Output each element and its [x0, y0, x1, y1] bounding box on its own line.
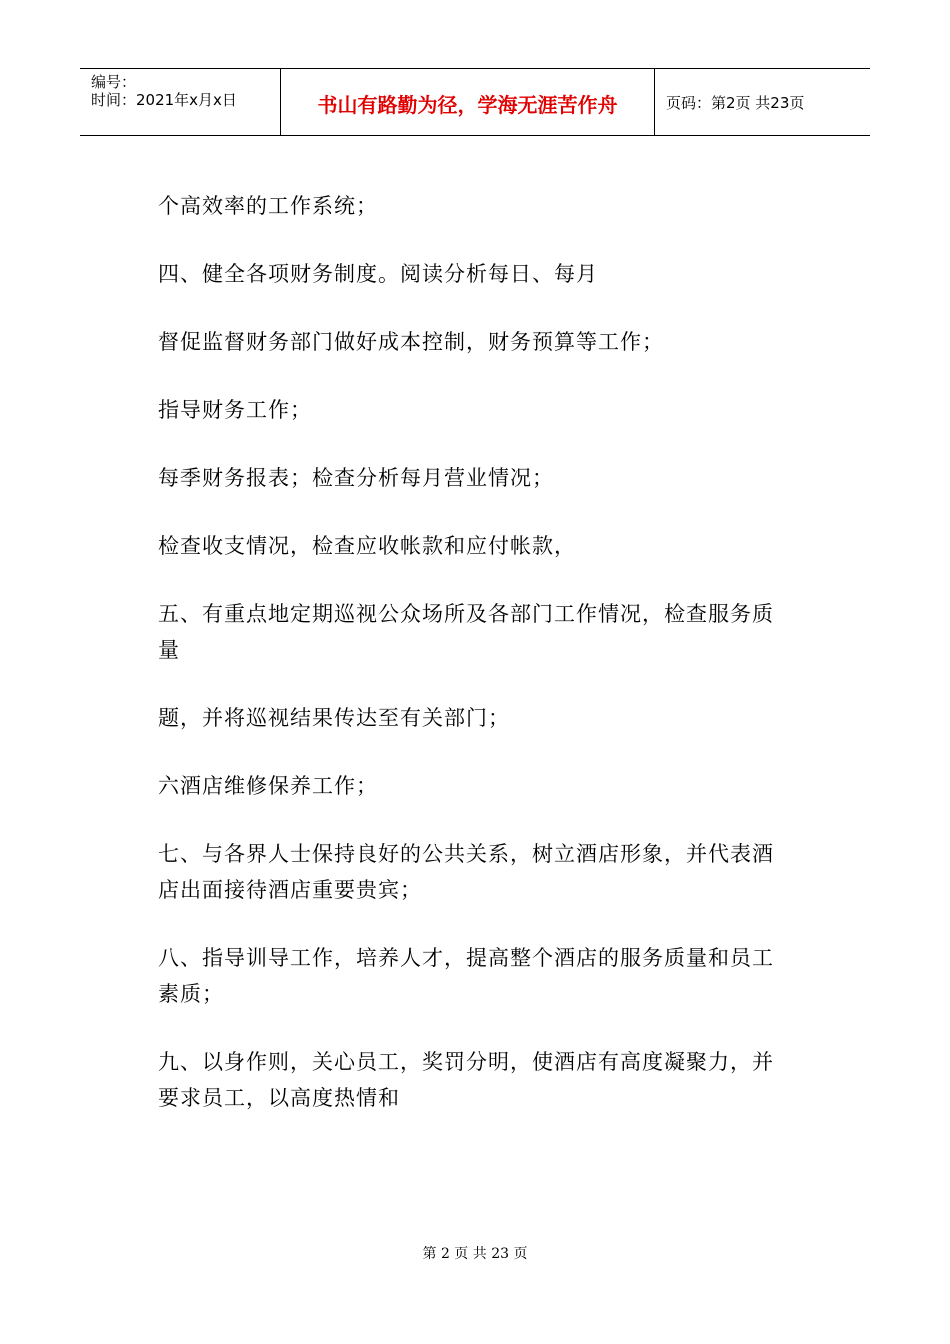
paragraph	[158, 528, 798, 564]
document-number-label: 编号：	[91, 73, 137, 91]
paragraph-line: 要求员工，以高度热情和	[158, 1086, 400, 1110]
document-time-label: 时间：2021年x月x日	[91, 91, 237, 109]
paragraph	[158, 768, 798, 804]
header-page-cell	[655, 69, 870, 136]
paragraph-line: 量	[158, 638, 180, 662]
paragraph-line: 检查收支情况，检查应收帐款和应付帐款，	[158, 534, 576, 558]
paragraph	[158, 836, 798, 908]
paragraph-line: 督促监督财务部门做好成本控制，财务预算等工作；	[158, 330, 664, 354]
paragraph-line: 七、与各界人士保持良好的公共关系，树立酒店形象，并代表酒	[158, 842, 774, 866]
paragraph-line: 六酒店维修保养工作；	[158, 774, 378, 798]
document-header	[80, 68, 870, 136]
paragraph	[158, 392, 798, 428]
paragraph	[158, 700, 798, 736]
header-motto: 书山有路勤为径，学海无涯苦作舟	[317, 93, 618, 117]
paragraph	[158, 940, 798, 1012]
paragraph-line: 店出面接待酒店重要贵宾；	[158, 878, 422, 902]
paragraph	[158, 188, 798, 224]
paragraph	[158, 596, 798, 668]
paragraph-line: 四、健全各项财务制度。阅读分析每日、每月	[158, 262, 598, 286]
document-body	[158, 188, 798, 1148]
paragraph-line: 个高效率的工作系统；	[158, 194, 378, 218]
paragraph	[158, 256, 798, 292]
paragraph-line: 每季财务报表；检查分析每月营业情况；	[158, 466, 554, 490]
paragraph-line: 素质；	[158, 982, 224, 1006]
paragraph	[158, 324, 798, 360]
paragraph-line: 题，并将巡视结果传达至有关部门；	[158, 706, 510, 730]
paragraph	[158, 1044, 798, 1116]
paragraph	[158, 460, 798, 496]
paragraph-line: 五、有重点地定期巡视公众场所及各部门工作情况，检查服务质	[158, 602, 774, 626]
header-motto-cell	[281, 69, 655, 136]
header-meta-cell	[80, 69, 281, 136]
paragraph-line: 八、指导训导工作，培养人才，提高整个酒店的服务质量和员工	[158, 946, 774, 970]
paragraph-line: 九、以身作则，关心员工，奖罚分明，使酒店有高度凝聚力，并	[158, 1050, 774, 1074]
page-footer: 第 2 页 共 23 页	[422, 1246, 528, 1262]
header-page-code: 页码：第2页 共23页	[666, 94, 805, 112]
paragraph-line: 指导财务工作；	[158, 398, 312, 422]
